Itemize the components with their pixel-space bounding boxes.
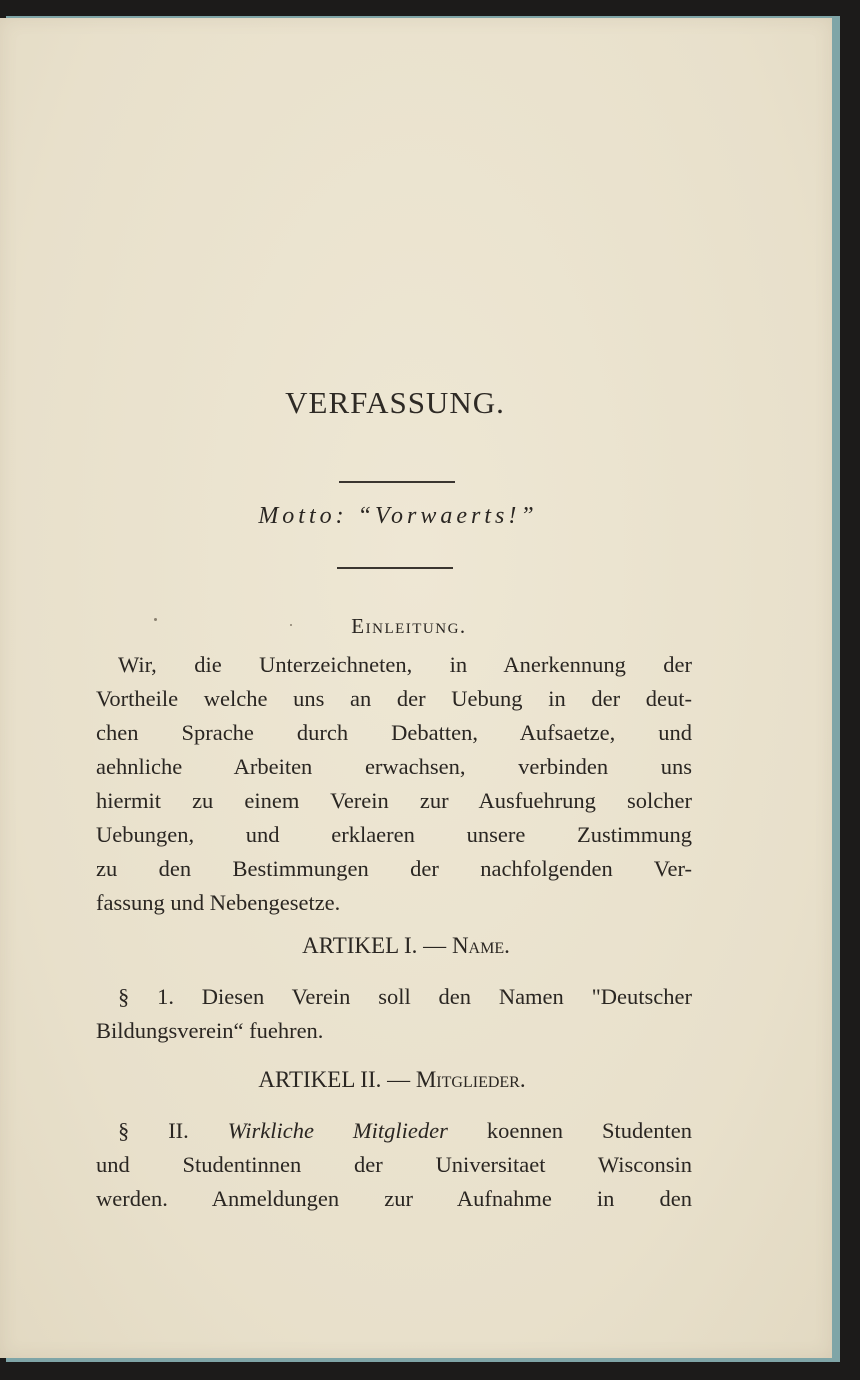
divider-rule [339,481,455,483]
text-line: Vortheile welche uns an der Uebung in der deut- [96,686,692,711]
page-title: VERFASSUNG. [285,385,505,420]
text-line: § 1. Diesen Verein soll den Namen "Deutscher [118,984,692,1009]
line-text: koennen Studenten [447,1118,692,1143]
text-line: Bildungsverein“ fuehren. [96,1018,324,1043]
section-heading-artikel-2 [0,1067,784,1093]
artikel-2-label: ARTIKEL II. — [258,1067,416,1092]
text-line: fassung und Nebengesetze. [96,890,341,915]
text-line: und Studentinnen der Universitaet Wisconsin [96,1152,692,1177]
divider-rule [337,567,453,569]
einleitung-paragraph [96,648,692,920]
artikel-1-label: ARTIKEL I. — [302,933,452,958]
text-line: hiermit zu einem Verein zur Ausfuehrung solcher [96,788,692,813]
text-line: chen Sprache durch Debatten, Aufsaetze, und [96,720,692,745]
artikel-2-title: Mitglieder. [415,1067,526,1092]
text-line [96,1114,692,1148]
text-line: werden. Anmeldungen zur Aufnahme in den [96,1186,692,1211]
text-line: zu den Bestimmungen der nachfolgenden Ver- [96,856,692,881]
text-line: Wir, die Unterzeichneten, in Anerkennung der [118,652,692,677]
paragraph-number: § II. [118,1118,228,1143]
text-line: aehnliche Arbeiten erwachsen, verbinden uns [96,754,692,779]
text-line: Uebungen, und erklaeren unsere Zustimmung [96,822,692,847]
artikel-1-title: Name. [451,933,510,958]
section-heading-artikel-1 [0,933,812,959]
artikel-2-paragraph [96,1114,692,1216]
artikel-1-paragraph [96,980,692,1048]
section-heading-einleitung: Einleitung. [351,614,467,638]
motto: Motto: “Vorwaerts!” [258,503,538,529]
emphasis-text: Wirkliche Mitglieder [227,1118,448,1143]
